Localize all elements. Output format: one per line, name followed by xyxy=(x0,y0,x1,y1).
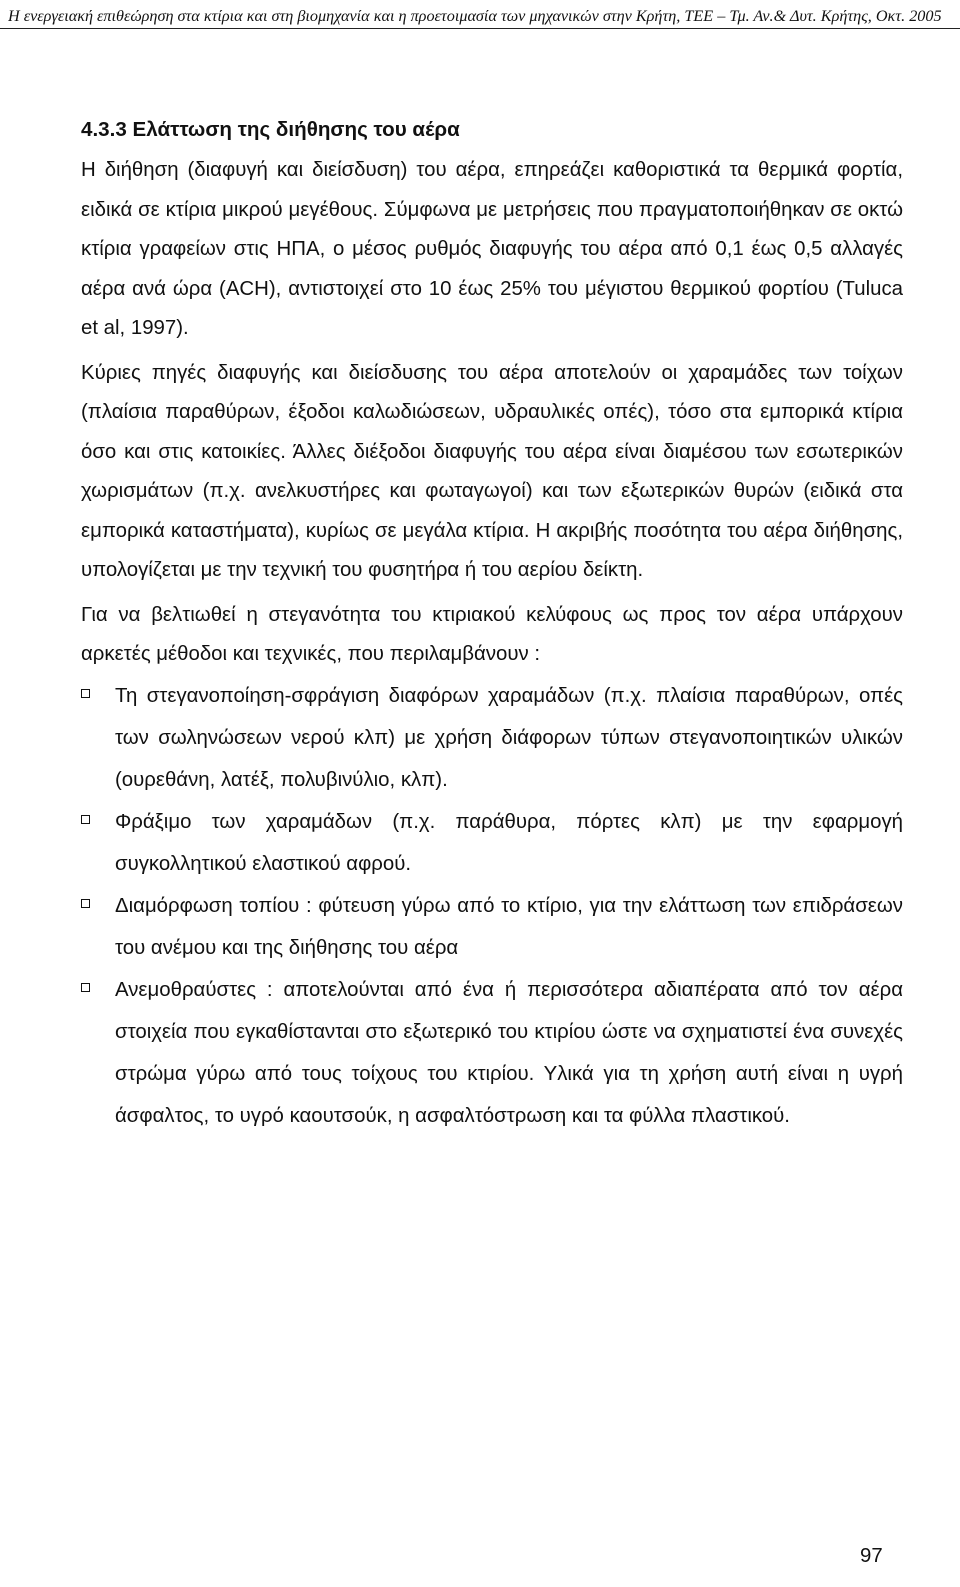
method-list xyxy=(81,675,903,1137)
list-item-text: Τη στεγανοποίηση-σφράγιση διαφόρων χαραμάδων (π.χ. πλαίσια παραθύρων, οπές των σωληνώσεων νερού κλπ) με χρήση διάφορων τύπων στεγανοποιητικών υλικών (ουρεθάνη, λατέξ, πολυβινύλιο, κλπ). xyxy=(115,684,903,791)
square-bullet-icon xyxy=(81,689,90,698)
paragraph: Για να βελτιωθεί η στεγανότητα του κτιριακού κελύφους ως προς τον αέρα υπάρχουν αρκετές μέθοδοι και τεχνικές, που περιλαμβάνουν : xyxy=(81,603,903,665)
list-item xyxy=(81,885,903,969)
page-body xyxy=(81,114,903,1137)
running-header: Η ενεργειακή επιθεώρηση στα κτίρια και στη βιομηχανία και η προετοιμασία των μηχανικών στην Κρήτη, ΤΕΕ – Τμ. Αν.& Δυτ. Κρήτης, Οκτ. 2005 xyxy=(8,7,942,25)
page-number: 97 xyxy=(860,1545,883,1567)
list-item-text: Φράξιμο των χαραμάδων (π.χ. παράθυρα, πόρτες κλπ) με την εφαρμογή συγκολλητικού ελαστικού αφρού. xyxy=(115,810,903,875)
list-item-text: Ανεμοθραύστες : αποτελούνται από ένα ή περισσότερα αδιαπέρατα από τον αέρα στοιχεία που εγκαθίστανται στο εξωτερικό του κτιρίου ώστε να σχηματιστεί ένα συνεχές στρώμα γύρω από τους τοίχους του κτιρίου. Υλικά για τη χρήση αυτή είναι η υγρή άσφαλτος, το υγρό καουτσούκ, η ασφαλτόστρωση και τα φύλλα πλαστικού. xyxy=(115,978,903,1127)
list-item xyxy=(81,675,903,801)
square-bullet-icon xyxy=(81,899,90,908)
header-divider xyxy=(0,28,960,29)
paragraph: Η διήθηση (διαφυγή και διείσδυση) του αέρα, επηρεάζει καθοριστικά τα θερμικά φορτία, ειδικά σε κτίρια μικρού μεγέθους. Σύμφωνα με μετρήσεις που πραγματοποιήθηκαν σε οκτώ κτίρια γραφείων στις ΗΠΑ, ο μέσος ρυθμός διαφυγής του αέρα από 0,1 έως 0,5 αλλαγές αέρα ανά ώρα (ACH), αντιστοιχεί στο 10 έως 25% του μέγιστου θερμικού φορτίου (Tuluca et al, 1997). xyxy=(81,159,903,339)
list-item-text: Διαμόρφωση τοπίου : φύτευση γύρω από το κτίριο, για την ελάττωση των επιδράσεων του ανέμου και της διήθησης του αέρα xyxy=(115,894,903,959)
square-bullet-icon xyxy=(81,815,90,824)
square-bullet-icon xyxy=(81,983,90,992)
paragraph: Κύριες πηγές διαφυγής και διείσδυσης του αέρα αποτελούν οι χαραμάδες των τοίχων (πλαίσια παραθύρων, έξοδοι καλωδιώσεων, υδραυλικές οπές), τόσο στα εμπορικά κτίρια όσο και στις κατοικίες. Άλλες διέξοδοι διαφυγής του αέρα είναι διαμέσου των εσωτερικών χωρισμάτων (π.χ. ανελκυστήρες και φωταγωγοί) και των εξωτερικών θυρών (ειδικά στα εμπορικά καταστήματα), κυρίως σε μεγάλα κτίρια. Η ακριβής ποσότητα του αέρα διήθησης, υπολογίζεται με την τεχνική του φυσητήρα ή του αερίου δείκτη. xyxy=(81,361,903,581)
list-item xyxy=(81,801,903,885)
list-item xyxy=(81,969,903,1137)
section-heading: 4.3.3 Ελάττωση της διήθησης του αέρα xyxy=(81,118,460,141)
